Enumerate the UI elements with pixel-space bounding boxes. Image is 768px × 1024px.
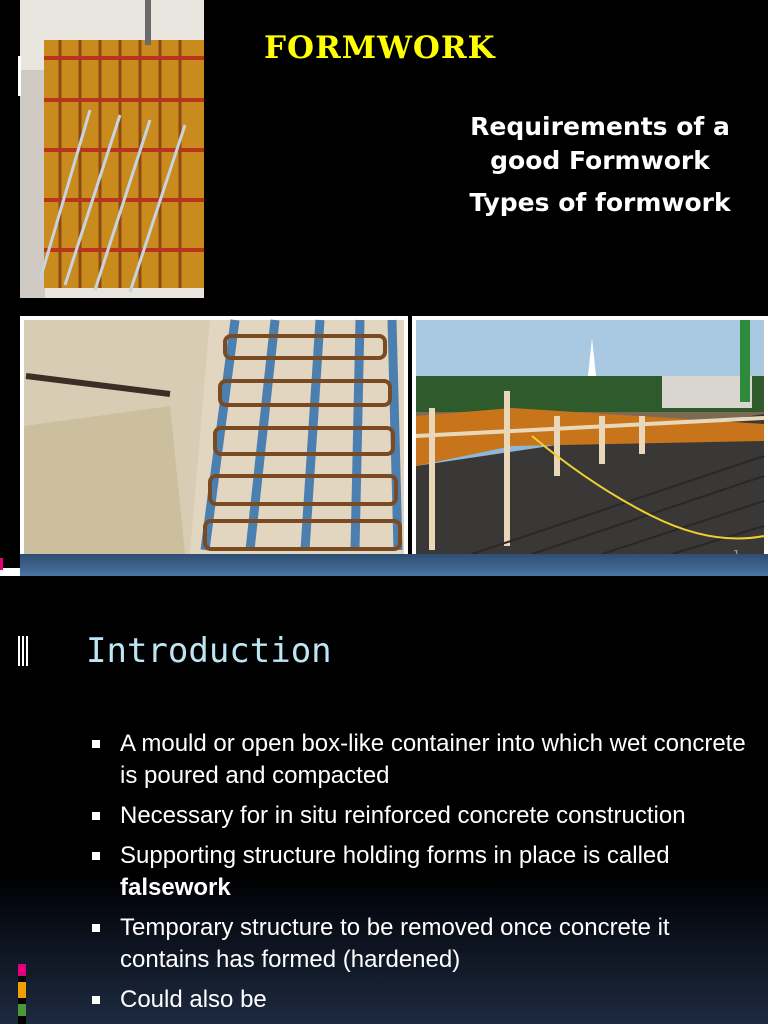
list-item bbox=[90, 800, 750, 832]
bullet-text: Temporary structure to be removed once concrete it contains has formed (hardened) bbox=[120, 914, 670, 973]
rebar-cage-photo bbox=[20, 316, 408, 554]
slide-title: FORMWORK bbox=[264, 30, 496, 66]
slide-subtitle-list bbox=[440, 110, 760, 220]
formwork-wall-photo bbox=[20, 0, 204, 298]
bullet-text: A mould or open box-like container into which wet concrete is poured and compacted bbox=[120, 730, 746, 789]
slide-separator bbox=[20, 554, 768, 576]
slide-edge-ticks bbox=[18, 636, 30, 666]
bullet-text: Supporting structure holding forms in place is called bbox=[120, 842, 670, 869]
list-item bbox=[90, 912, 750, 976]
bullet-list bbox=[90, 728, 750, 1024]
list-item bbox=[90, 728, 750, 792]
slide-color-strip bbox=[18, 964, 26, 1024]
slide-introduction bbox=[0, 576, 768, 1024]
slide-title: Introduction bbox=[86, 631, 332, 671]
list-item bbox=[90, 840, 750, 904]
slide-left-edge bbox=[18, 56, 21, 96]
bullet-text: Could also be bbox=[120, 986, 267, 1013]
slide-edge-marker bbox=[0, 558, 3, 570]
subtitle-requirements: Requirements of a good Formwork bbox=[470, 112, 730, 175]
bullet-bold-term: falsework bbox=[120, 874, 231, 901]
subtitle-types: Types of formwork bbox=[469, 188, 731, 217]
list-item bbox=[90, 984, 750, 1016]
bullet-text: Necessary for in situ reinforced concrete construction bbox=[120, 802, 686, 829]
slab-formwork-site-photo bbox=[412, 316, 768, 554]
